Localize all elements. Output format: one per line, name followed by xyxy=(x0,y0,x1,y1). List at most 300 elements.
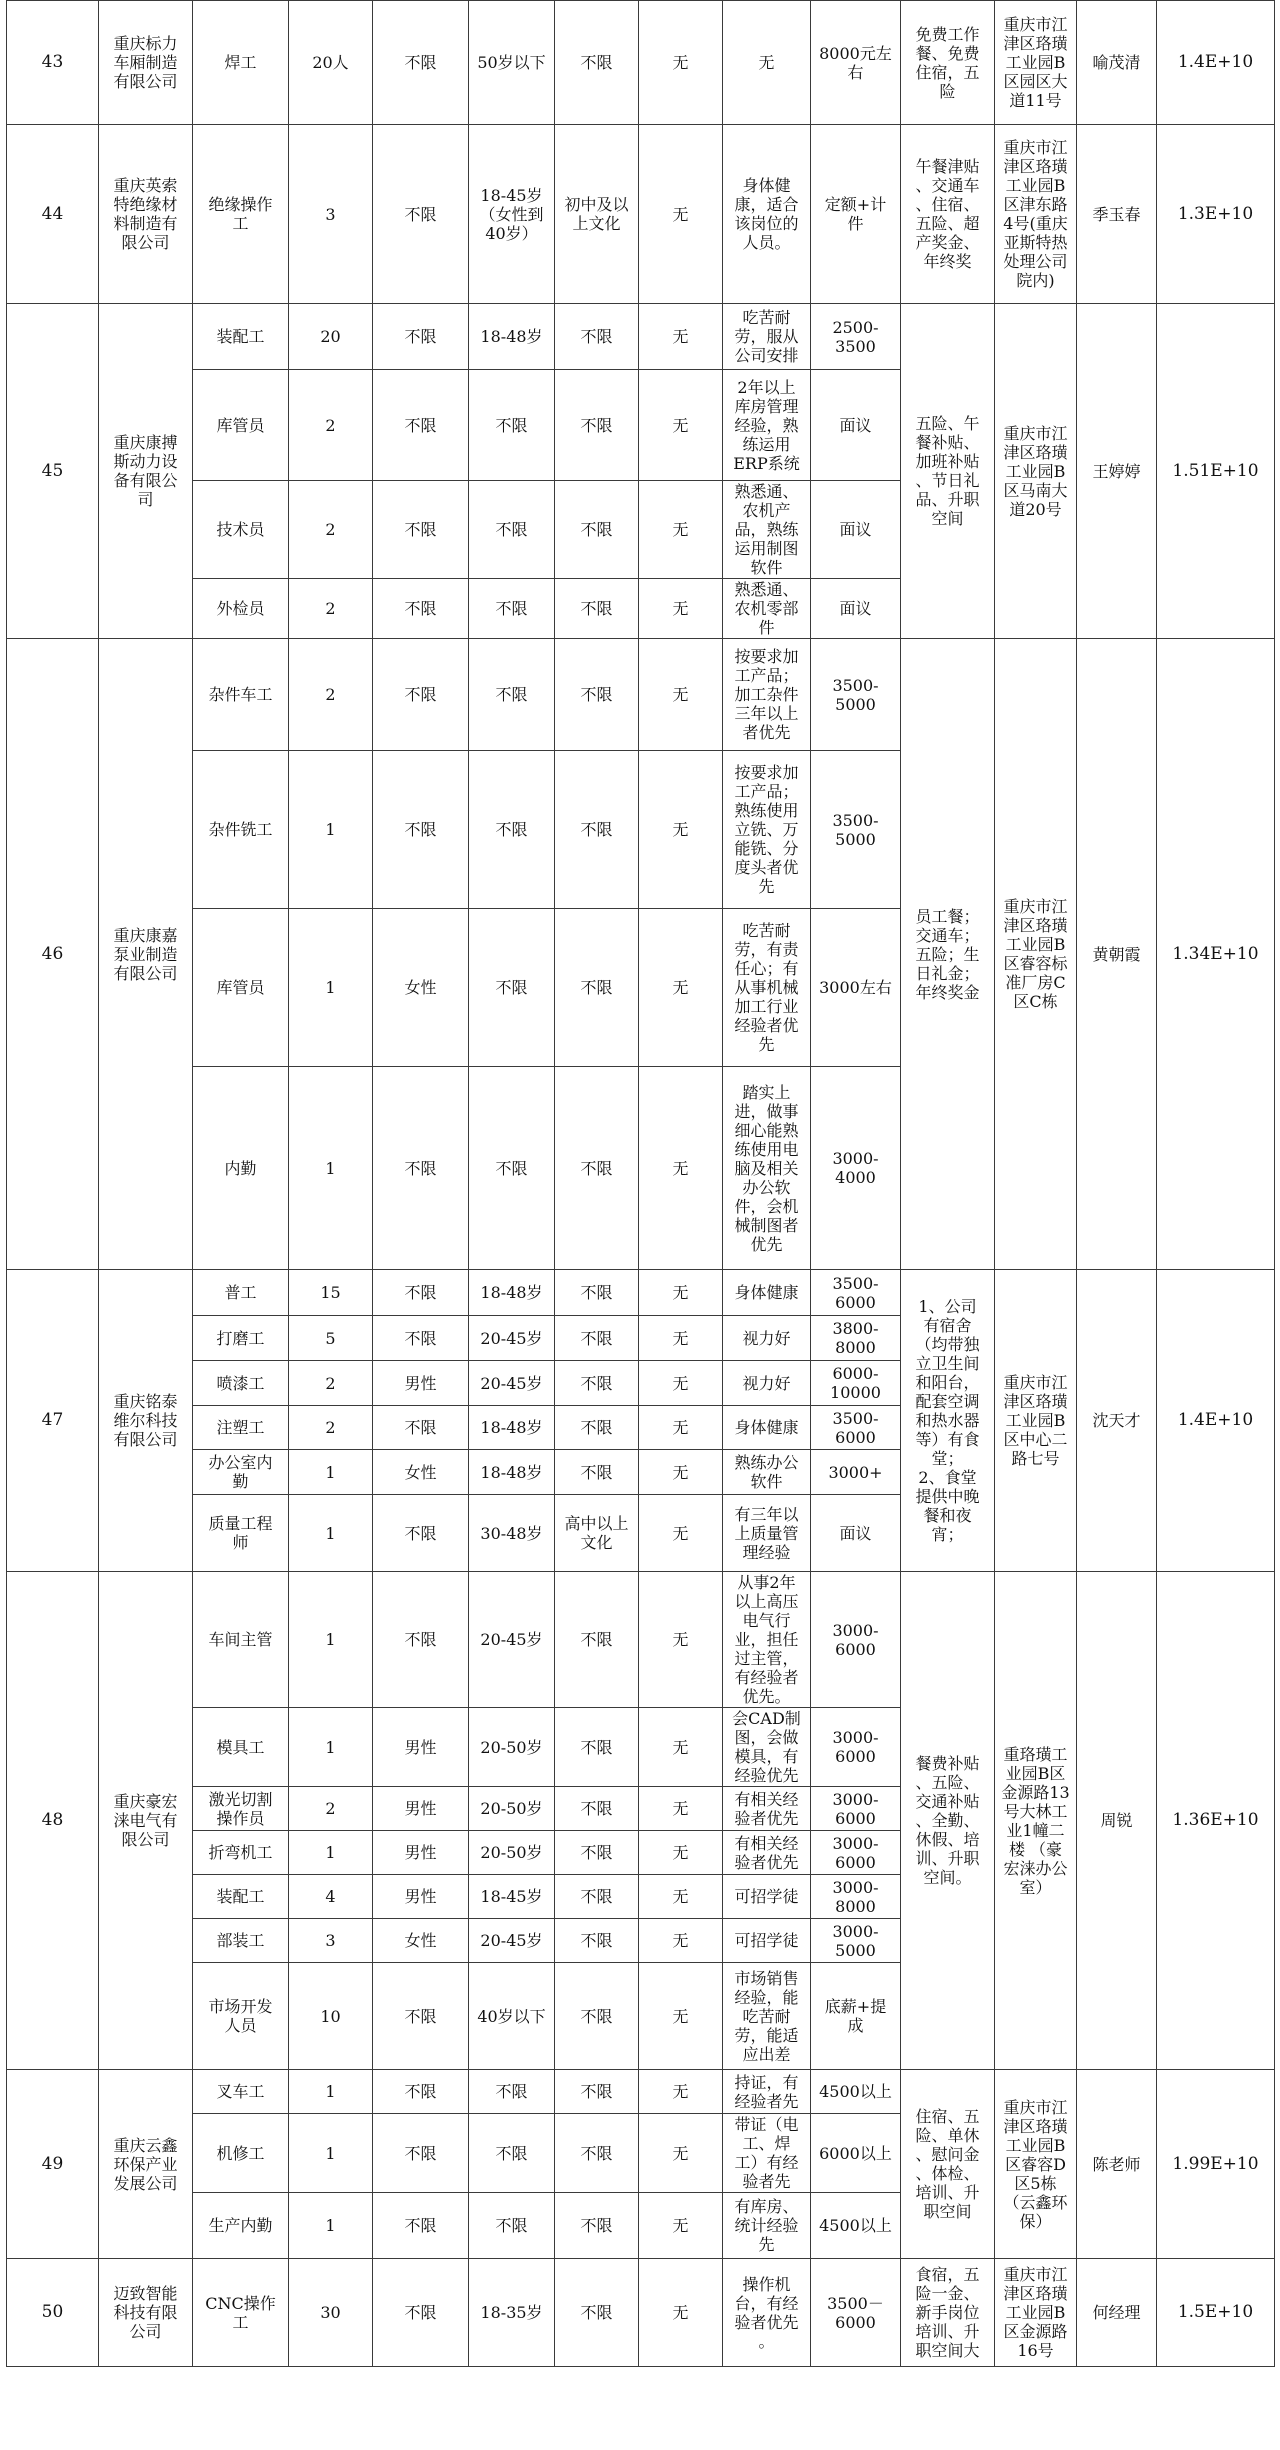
job-requirements-line: 可招学徒 xyxy=(734,1887,799,1906)
recruitment-table xyxy=(6,0,1275,2367)
contact-phone: 1.4E+10 xyxy=(1157,1,1275,125)
benefits-line: 2、食堂 xyxy=(918,1468,977,1487)
salary-line: 3000- xyxy=(832,1833,879,1853)
headcount: 1 xyxy=(289,909,373,1067)
work-address-line: 院内) xyxy=(1016,271,1055,290)
job-requirements xyxy=(723,1875,811,1919)
job-title-line: 市场开发 xyxy=(208,1997,273,2016)
company-name xyxy=(99,2070,193,2259)
work-address-line: 区园区大 xyxy=(1003,72,1068,91)
work-address-line: 区睿容标 xyxy=(1003,954,1068,973)
education-requirement xyxy=(555,1875,639,1919)
age-requirement-line: 不限 xyxy=(495,2082,528,2101)
age-requirement-line: 18-45岁 xyxy=(480,185,543,205)
salary xyxy=(811,1361,901,1406)
job-requirements xyxy=(723,909,811,1067)
experience-requirement: 无 xyxy=(639,304,723,370)
job-title xyxy=(193,481,289,579)
job-requirements-line: 理经验 xyxy=(742,1542,791,1562)
salary xyxy=(811,1270,901,1316)
work-address-line: 区津东路 xyxy=(1003,195,1068,214)
salary-line: 6000 xyxy=(835,1292,876,1312)
headcount: 2 xyxy=(289,639,373,751)
education-requirement-line: 不限 xyxy=(580,1158,613,1178)
job-title xyxy=(193,2193,289,2259)
education-requirement-line: 不限 xyxy=(580,978,613,997)
experience-requirement: 无 xyxy=(639,2259,723,2367)
salary-line: 5000 xyxy=(835,829,876,849)
age-requirement-line: 20-50岁 xyxy=(480,1843,543,1862)
education-requirement xyxy=(555,2259,639,2367)
job-requirements-line: 劳，服从 xyxy=(734,327,799,346)
benefits xyxy=(901,304,995,639)
gender-requirement: 不限 xyxy=(373,1572,469,1708)
gender-requirement: 不限 xyxy=(373,2259,469,2367)
salary-line: 面议 xyxy=(839,520,872,539)
education-requirement xyxy=(555,1572,639,1708)
work-address-line: 宏涞办公 xyxy=(1003,1858,1068,1878)
benefits-line: 住宿，五 xyxy=(915,62,980,82)
job-requirements-line: 吃苦耐 xyxy=(742,308,791,327)
company-name-line: 重庆铭泰 xyxy=(113,1392,178,1411)
job-requirements-line: 熟悉通、 xyxy=(734,482,799,501)
job-requirements-line: 优先。 xyxy=(742,1687,791,1706)
experience-requirement: 无 xyxy=(639,2193,723,2259)
job-requirements-line: 康，适合 xyxy=(734,195,799,214)
education-requirement-line: 不限 xyxy=(580,1328,613,1348)
work-address-line: 路七号 xyxy=(1011,1449,1060,1468)
job-title xyxy=(193,1,289,125)
experience-requirement: 无 xyxy=(639,1495,723,1572)
work-address-line: 16号 xyxy=(1017,2341,1054,2360)
job-requirements xyxy=(723,2259,811,2367)
work-address-line: 区中心二 xyxy=(1003,1430,1068,1449)
age-requirement-line: 18-35岁 xyxy=(480,2303,543,2322)
job-requirements-line: 细心能熟 xyxy=(734,1120,799,1140)
gender-requirement: 不限 xyxy=(373,2114,469,2193)
experience-requirement: 无 xyxy=(639,909,723,1067)
work-address-line: 区金源路 xyxy=(1003,2322,1068,2341)
education-requirement-line: 不限 xyxy=(580,1737,613,1757)
headcount: 1 xyxy=(289,751,373,909)
company-name-line: 重庆康搏 xyxy=(113,433,178,452)
job-title-line: 装配工 xyxy=(216,1887,265,1906)
education-requirement xyxy=(555,1708,639,1787)
education-requirement xyxy=(555,1787,639,1831)
gender-requirement: 不限 xyxy=(373,1406,469,1450)
job-requirements-line: 有库房、 xyxy=(734,2197,799,2216)
job-requirements xyxy=(723,304,811,370)
salary-line: 3000- xyxy=(832,1149,879,1168)
education-requirement xyxy=(555,751,639,909)
salary-line: 面议 xyxy=(839,415,872,435)
education-requirement-line: 不限 xyxy=(580,2303,613,2322)
salary-line: 8000 xyxy=(835,1896,876,1916)
benefits-line: 交通车； xyxy=(915,925,980,945)
job-requirements-line: 练使用电 xyxy=(734,1139,799,1159)
job-title-line: 库管员 xyxy=(216,978,265,997)
company-name-line: 环保产业 xyxy=(113,2154,178,2174)
job-requirements xyxy=(723,1708,811,1787)
benefits-line: 品、升职 xyxy=(915,490,980,509)
job-requirements-line: 应出差 xyxy=(742,2044,791,2064)
age-requirement-line: 30-48岁 xyxy=(480,1523,543,1543)
gender-requirement: 不限 xyxy=(373,2070,469,2114)
age-requirement xyxy=(469,1963,555,2070)
job-title-line: 焊工 xyxy=(224,53,257,72)
salary-line: 6000- xyxy=(832,1364,879,1383)
job-title-line: 杂件铣工 xyxy=(208,820,273,839)
education-requirement-line: 不限 xyxy=(580,2082,613,2101)
job-requirements-line: 械制图者 xyxy=(734,1215,799,1235)
experience-requirement: 无 xyxy=(639,1919,723,1963)
job-title-line: 部装工 xyxy=(216,1931,265,1950)
job-title-line: 工 xyxy=(232,2312,249,2332)
job-requirements-line: 立铣、万 xyxy=(734,820,799,839)
job-requirements xyxy=(723,481,811,579)
job-title xyxy=(193,639,289,751)
benefits-line: 年终奖金 xyxy=(915,982,980,1002)
gender-requirement: 男性 xyxy=(373,1708,469,1787)
salary-line: 6000 xyxy=(835,1427,876,1447)
job-title-line: 内勤 xyxy=(224,1158,257,1178)
work-address-line: 工业园B xyxy=(1005,935,1066,954)
job-requirements-line: 先 xyxy=(758,877,775,896)
job-requirements-line: 工产品； xyxy=(734,782,799,801)
job-requirements-line: 库房管理 xyxy=(734,396,799,416)
company-number: 48 xyxy=(7,1572,99,2070)
education-requirement-line: 不限 xyxy=(580,820,613,839)
headcount: 20人 xyxy=(289,1,373,125)
company-number: 49 xyxy=(7,2070,99,2259)
headcount: 2 xyxy=(289,370,373,481)
age-requirement-line: 不限 xyxy=(495,415,528,435)
salary-line: 右 xyxy=(847,62,864,82)
salary xyxy=(811,2070,901,2114)
age-requirement xyxy=(469,751,555,909)
company-number: 50 xyxy=(7,2259,99,2367)
age-requirement xyxy=(469,579,555,639)
benefits xyxy=(901,1,995,125)
salary xyxy=(811,1067,901,1270)
salary-line: 3500- xyxy=(832,1408,879,1428)
work-address-line: 工业园B xyxy=(1005,461,1066,481)
job-requirements-line: 模具，有 xyxy=(734,1747,799,1766)
job-requirements-line: 无 xyxy=(758,53,775,72)
gender-requirement: 女性 xyxy=(373,1919,469,1963)
experience-requirement: 无 xyxy=(639,1787,723,1831)
contact-person: 陈老师 xyxy=(1077,2070,1157,2259)
table-row xyxy=(7,1,1275,125)
headcount: 10 xyxy=(289,1963,373,2070)
benefits-line: 五险、午 xyxy=(915,414,980,433)
table-row xyxy=(7,125,1275,304)
job-title-line: 模具工 xyxy=(216,1737,265,1757)
headcount: 1 xyxy=(289,1831,373,1875)
job-requirements-line: 品，熟练 xyxy=(734,520,799,539)
gender-requirement: 不限 xyxy=(373,1067,469,1270)
job-requirements-line: 身体健 xyxy=(742,176,791,195)
benefits-line: 年终奖 xyxy=(923,252,972,271)
job-title-line: 绝缘操作 xyxy=(208,195,273,214)
benefits-line: 、体检、 xyxy=(915,2164,980,2183)
gender-requirement: 女性 xyxy=(373,1450,469,1495)
job-requirements-line: 三年以上 xyxy=(734,704,799,723)
job-requirements-line: 练运用 xyxy=(742,434,791,454)
benefits-line: 宵； xyxy=(931,1525,964,1544)
headcount: 2 xyxy=(289,1361,373,1406)
company-name-line: 泵业制造 xyxy=(113,944,178,964)
education-requirement xyxy=(555,304,639,370)
contact-person: 喻茂清 xyxy=(1077,1,1157,125)
experience-requirement: 无 xyxy=(639,1067,723,1270)
salary-line: 4500以上 xyxy=(819,2082,892,2101)
age-requirement-line: 18-48岁 xyxy=(480,327,543,346)
gender-requirement: 不限 xyxy=(373,304,469,370)
company-name-line: 发展公司 xyxy=(113,2173,178,2193)
education-requirement xyxy=(555,1,639,125)
benefits-line: 、住宿、 xyxy=(915,195,980,214)
age-requirement xyxy=(469,1361,555,1406)
experience-requirement: 无 xyxy=(639,2114,723,2193)
age-requirement xyxy=(469,2259,555,2367)
contact-person: 黄朝霞 xyxy=(1077,639,1157,1270)
job-requirements-line: 经验者先 xyxy=(734,2091,799,2111)
company-name-line: 重庆豪宏 xyxy=(113,1792,178,1811)
benefits-line: 食宿，五 xyxy=(915,2265,980,2284)
job-requirements xyxy=(723,1361,811,1406)
age-requirement xyxy=(469,1708,555,1787)
salary xyxy=(811,579,901,639)
education-requirement-line: 不限 xyxy=(580,2143,613,2163)
salary-line: 3000+ xyxy=(828,1462,883,1482)
education-requirement xyxy=(555,125,639,304)
experience-requirement: 无 xyxy=(639,1,723,125)
contact-phone: 1.5E+10 xyxy=(1157,2259,1275,2367)
company-number: 46 xyxy=(7,639,99,1270)
company-name-line: 有限公司 xyxy=(113,963,178,983)
education-requirement-line: 不限 xyxy=(580,1843,613,1862)
gender-requirement: 不限 xyxy=(373,370,469,481)
salary-line: 3000- xyxy=(832,1620,879,1640)
job-requirements-line: 电气行 xyxy=(742,1611,791,1630)
headcount: 15 xyxy=(289,1270,373,1316)
job-title-line: 机修工 xyxy=(216,2143,265,2163)
benefits xyxy=(901,2259,995,2367)
headcount: 2 xyxy=(289,579,373,639)
salary xyxy=(811,1919,901,1963)
job-title-line: 质量工程 xyxy=(208,1514,273,1533)
job-title xyxy=(193,1572,289,1708)
education-requirement xyxy=(555,1067,639,1270)
salary-line: 3000左右 xyxy=(819,978,892,997)
company-name-line: 限公司 xyxy=(121,233,170,252)
job-requirements-line: 踏实上 xyxy=(742,1082,791,1102)
education-requirement xyxy=(555,1450,639,1495)
benefits-line: 交通补贴 xyxy=(915,1792,980,1811)
education-requirement xyxy=(555,2070,639,2114)
age-requirement xyxy=(469,481,555,579)
company-name xyxy=(99,1270,193,1572)
job-requirements-line: 带证（电 xyxy=(734,2115,799,2134)
benefits-line: 餐补贴、 xyxy=(915,433,980,452)
benefits xyxy=(901,125,995,304)
education-requirement-line: 不限 xyxy=(580,1931,613,1950)
age-requirement-line: 不限 xyxy=(495,978,528,997)
age-requirement xyxy=(469,1450,555,1495)
work-address-line: 工业园B xyxy=(1005,176,1066,195)
age-requirement xyxy=(469,1787,555,1831)
job-requirements-line: 工、焊 xyxy=(742,2134,791,2153)
salary xyxy=(811,2193,901,2259)
benefits-line: 培训、升 xyxy=(915,2183,980,2202)
contact-person: 王婷婷 xyxy=(1077,304,1157,639)
age-requirement xyxy=(469,639,555,751)
salary-line: 6000 xyxy=(835,1808,876,1828)
company-name-line: 有限公司 xyxy=(113,72,178,91)
job-title xyxy=(193,1919,289,1963)
age-requirement xyxy=(469,1875,555,1919)
contact-phone: 1.34E+10 xyxy=(1157,639,1275,1270)
gender-requirement: 不限 xyxy=(373,751,469,909)
job-requirements-line: 先 xyxy=(758,2235,775,2254)
job-requirements-line: 市场销售 xyxy=(734,1968,799,1988)
job-title-line: 办公室内 xyxy=(208,1453,273,1472)
job-title-line: 普工 xyxy=(224,1283,257,1302)
job-requirements-line: 农机产 xyxy=(742,501,791,520)
benefits-line: 、五险、 xyxy=(915,1773,980,1792)
education-requirement xyxy=(555,1316,639,1361)
education-requirement-line: 不限 xyxy=(580,327,613,346)
company-name xyxy=(99,639,193,1270)
job-requirements-line: 经验者优 xyxy=(734,1016,799,1035)
education-requirement-line: 不限 xyxy=(580,1799,613,1818)
education-requirement xyxy=(555,1831,639,1875)
job-requirements xyxy=(723,639,811,751)
company-name-line: 重庆标力 xyxy=(113,34,178,53)
job-requirements-line: 验者优先 xyxy=(734,2312,799,2332)
salary-line: 5000 xyxy=(835,694,876,714)
job-requirements xyxy=(723,1963,811,2070)
salary-line: 6000 xyxy=(835,1639,876,1659)
job-requirements-line: 熟练使用 xyxy=(734,801,799,820)
benefits-line: 加班补贴 xyxy=(915,452,980,471)
salary xyxy=(811,481,901,579)
job-title xyxy=(193,2259,289,2367)
benefits xyxy=(901,2070,995,2259)
work-address-line: 道20号 xyxy=(1009,499,1062,519)
headcount: 1 xyxy=(289,1572,373,1708)
age-requirement-line: 不限 xyxy=(495,520,528,539)
table-row xyxy=(7,2070,1275,2114)
company-name-line: 有限公司 xyxy=(113,1430,178,1449)
work-address xyxy=(995,639,1077,1270)
table-row xyxy=(7,1572,1275,1708)
age-requirement xyxy=(469,2193,555,2259)
work-address-line: 道11号 xyxy=(1009,91,1062,110)
job-requirements-line: 软件 xyxy=(750,1472,783,1491)
education-requirement xyxy=(555,1919,639,1963)
benefits-line: 培训、升 xyxy=(915,2322,980,2341)
company-number: 44 xyxy=(7,125,99,304)
benefits-line: 产奖金、 xyxy=(915,233,980,252)
age-requirement xyxy=(469,1,555,125)
benefits-line: 职空间 xyxy=(923,2202,972,2221)
experience-requirement: 无 xyxy=(639,370,723,481)
age-requirement xyxy=(469,2114,555,2193)
company-number: 43 xyxy=(7,1,99,125)
work-address-line: 区马南大 xyxy=(1003,480,1068,500)
work-address-line: （云鑫环 xyxy=(1003,2192,1068,2212)
table-row xyxy=(7,639,1275,751)
job-requirements-line: 先 xyxy=(758,1035,775,1054)
contact-person: 季玉春 xyxy=(1077,125,1157,304)
job-title xyxy=(193,579,289,639)
benefits-line: 五险；生 xyxy=(915,944,980,964)
salary-line: 8000 xyxy=(835,1338,876,1357)
work-address-line: 业园B区 xyxy=(1005,1763,1066,1783)
contact-phone: 1.99E+10 xyxy=(1157,2070,1275,2259)
table-row xyxy=(7,2259,1275,2367)
company-name xyxy=(99,1572,193,2070)
headcount: 3 xyxy=(289,125,373,304)
benefits-line: 训、升职 xyxy=(915,1849,980,1868)
job-requirements-line: 件，会机 xyxy=(734,1196,799,1216)
work-address-line: 保） xyxy=(1019,2211,1052,2231)
salary-line: 4500以上 xyxy=(819,2216,892,2235)
benefits-line: 险一金、 xyxy=(915,2284,980,2303)
age-requirement-line: 不限 xyxy=(495,1158,528,1178)
experience-requirement: 无 xyxy=(639,1361,723,1406)
job-title-line: 工 xyxy=(232,214,249,233)
job-title-line: 喷漆工 xyxy=(216,1373,265,1393)
company-name-line: 重庆云鑫 xyxy=(113,2135,178,2155)
contact-person: 何经理 xyxy=(1077,2259,1157,2367)
salary xyxy=(811,2114,901,2193)
education-requirement-line: 不限 xyxy=(580,415,613,435)
benefits-line: 免费工作 xyxy=(915,24,980,44)
age-requirement-line: 20-50岁 xyxy=(480,1737,543,1757)
gender-requirement: 不限 xyxy=(373,1316,469,1361)
experience-requirement: 无 xyxy=(639,1406,723,1450)
age-requirement-line: 18-45岁 xyxy=(480,1887,543,1906)
work-address-line: 津区珞璜 xyxy=(1003,2284,1068,2303)
job-requirements xyxy=(723,1572,811,1708)
contact-person: 周锐 xyxy=(1077,1572,1157,2070)
job-requirements-line: 优先 xyxy=(750,1234,783,1254)
work-address-line: 津区珞璜 xyxy=(1003,157,1068,176)
benefits-line: 和阳台， xyxy=(915,1373,980,1392)
work-address xyxy=(995,1,1077,125)
job-requirements-line: 身体健康 xyxy=(734,1418,799,1437)
benefits-line: 和热水器 xyxy=(915,1411,980,1430)
job-requirements-line: 任心；有 xyxy=(734,959,799,978)
job-requirements xyxy=(723,751,811,909)
gender-requirement: 不限 xyxy=(373,1495,469,1572)
work-address xyxy=(995,125,1077,304)
age-requirement xyxy=(469,304,555,370)
education-requirement xyxy=(555,579,639,639)
work-address-line: 津区珞璜 xyxy=(1003,442,1068,462)
education-requirement xyxy=(555,1270,639,1316)
job-title-line: CNC操作 xyxy=(205,2293,276,2313)
headcount: 1 xyxy=(289,2114,373,2193)
experience-requirement: 无 xyxy=(639,125,723,304)
job-requirements xyxy=(723,1495,811,1572)
education-requirement xyxy=(555,2114,639,2193)
salary xyxy=(811,304,901,370)
job-title xyxy=(193,2070,289,2114)
